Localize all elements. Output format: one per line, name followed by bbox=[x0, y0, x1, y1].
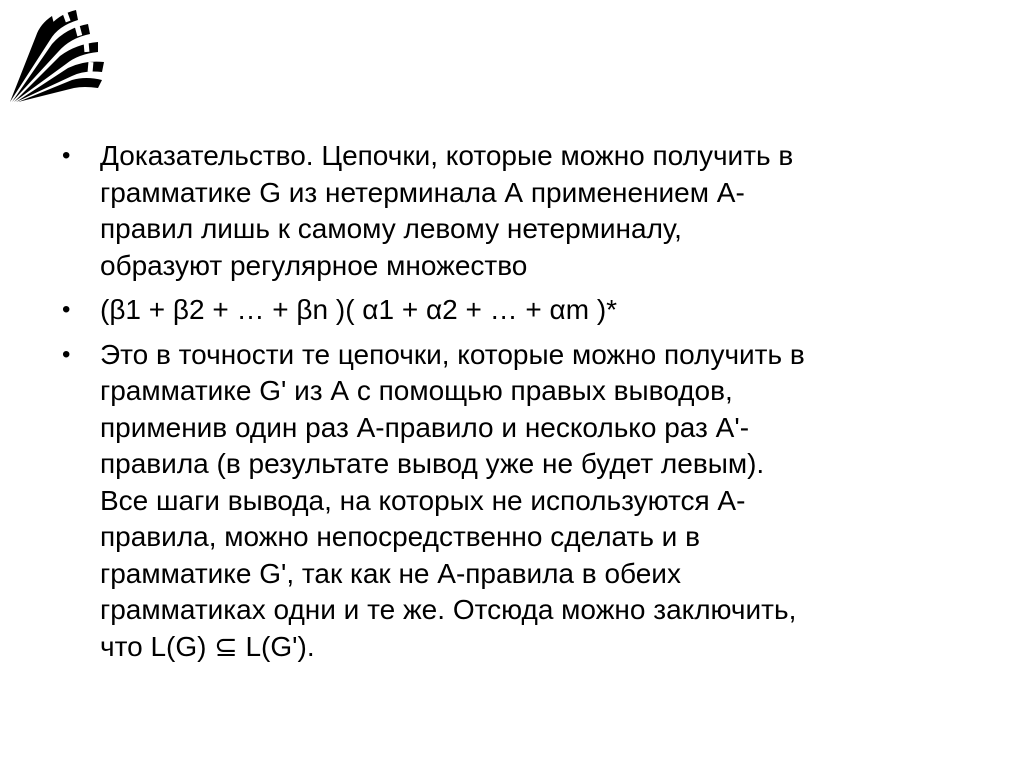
text-line: правила, можно непосредственно сделать и в bbox=[100, 521, 700, 552]
bullet-item-proof bbox=[62, 138, 992, 284]
slide-content bbox=[62, 138, 992, 673]
text-line: грамматике G из нетерминала А применением А- bbox=[100, 176, 745, 208]
text-line: грамматиках одни и те же. Отсюда можно заключить, bbox=[100, 594, 797, 625]
text-line: что L(G) ⊆ L(G'). bbox=[100, 630, 315, 662]
text-line: грамматике G' из А с помощью правых выводов, bbox=[100, 375, 733, 406]
text-line: Это в точности те цепочки, которые можно получить в bbox=[100, 338, 805, 370]
text-line: грамматике G', так как не А-правила в обеих bbox=[100, 557, 681, 589]
bullet-marker: • bbox=[62, 340, 71, 368]
bullet-item-formula bbox=[62, 292, 992, 329]
bullet-marker: • bbox=[62, 142, 71, 169]
text-line: образуют регулярное множество bbox=[100, 249, 528, 281]
text-line: применив один раз А-правило и несколько раз А'- bbox=[100, 411, 750, 443]
bullet-item-explanation bbox=[62, 337, 992, 666]
text-line: Все шаги вывода, на которых не используются А- bbox=[100, 484, 746, 516]
bullet-marker: • bbox=[62, 296, 71, 323]
text-line: Доказательство. Цепочки, которые можно получить в bbox=[100, 140, 794, 171]
text-line: правил лишь к самому левому нетерминалу, bbox=[100, 213, 682, 244]
text-line: правила (в результате вывод уже не будет левым). bbox=[100, 448, 765, 479]
bullet-list bbox=[62, 138, 992, 665]
formula-line: (β1 + β2 + … + βn )( α1 + α2 + … + αm )* bbox=[100, 294, 618, 325]
logo-icon bbox=[6, 6, 110, 106]
